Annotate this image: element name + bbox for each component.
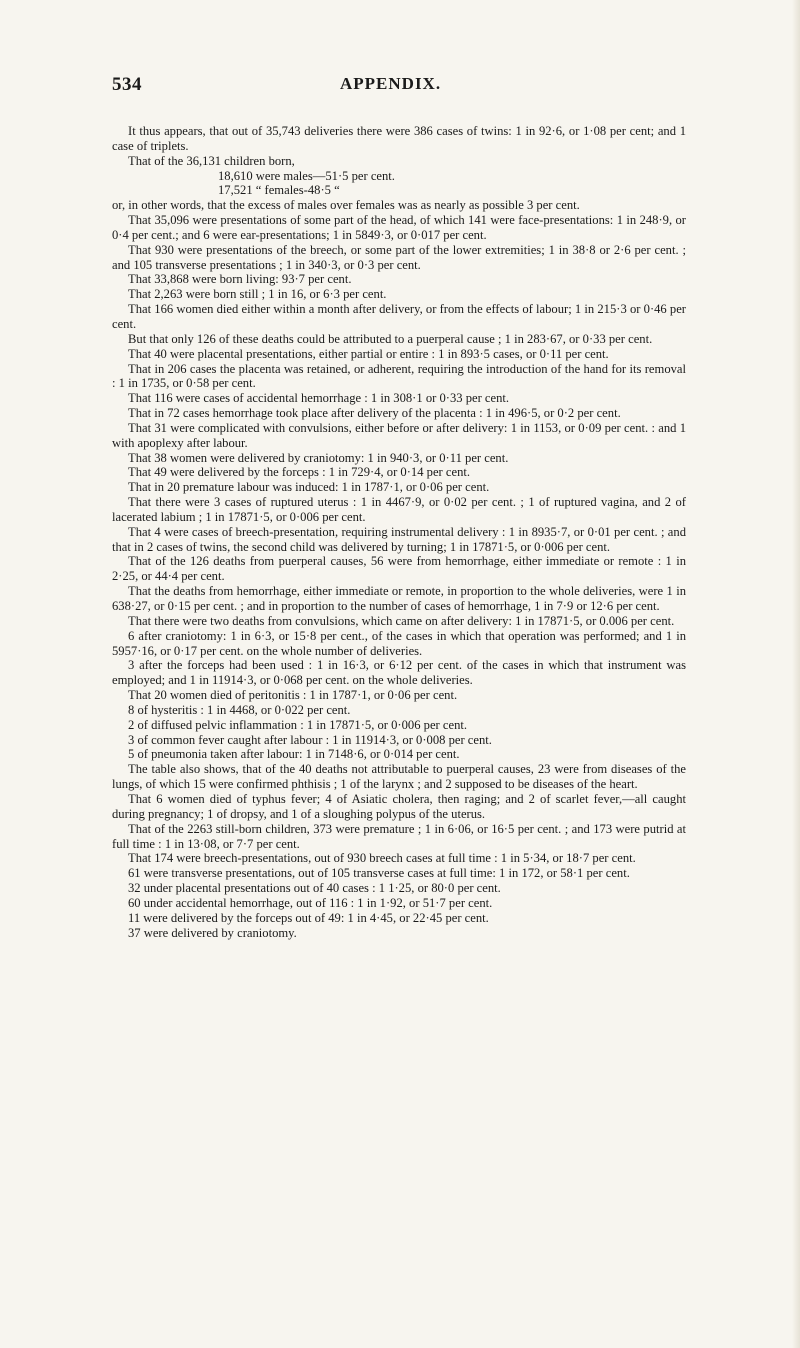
paragraph: That 930 were presentations of the breech, or some part of the lower extremities; 1 in 38·8 or 2·6 per cent. ; and 105 transverse presentations ; 1 in 340·3, or 0·3 per cent.	[112, 242, 686, 272]
page-number: 534	[112, 74, 142, 95]
paragraph: 5 of pneumonia taken after labour: 1 in 7148·6, or 0·014 per cent.	[128, 747, 460, 762]
sex-breakdown	[112, 169, 686, 199]
paragraph: That 6 women died of typhus fever; 4 of Asiatic cholera, then raging; and 2 of scarlet fever,—all caught during pregnancy; 1 of dropsy, and 1 of a sloughing polypus of the uterus.	[112, 791, 686, 821]
paragraph: But that only 126 of these deaths could be attributed to a puerperal cause ; 1 in 283·67, or 0·33 per cent.	[128, 331, 653, 346]
paragraph: That 40 were placental presentations, either partial or entire : 1 in 893·5 cases, or 0·11 per cent.	[128, 346, 609, 361]
running-title: APPENDIX.	[340, 74, 442, 93]
paragraph: That in 20 premature labour was induced: 1 in 1787·1, or 0·06 per cent.	[128, 480, 490, 495]
paragraph: That 2,263 were born still ; 1 in 16, or 6·3 per cent.	[128, 287, 387, 302]
paragraph: or, in other words, that the excess of males over females was as nearly as possible 3 per cent.	[112, 198, 580, 213]
paragraph: 61 were transverse presentations, out of 105 transverse cases at full time: 1 in 172, or 58·1 per cent.	[128, 866, 630, 881]
paragraph: That 33,868 were born living: 93·7 per cent.	[128, 272, 352, 287]
paragraph: 3 after the forceps had been used : 1 in 16·3, or 6·12 per cent. of the cases in which that instrument was employed; and 1 in 11914·3, or 0·068 per cent. on the whole deliveries.	[112, 658, 686, 688]
paragraph: That in 72 cases hemorrhage took place after delivery of the placenta : 1 in 496·5, or 0·2 per cent.	[128, 406, 621, 421]
paragraph: That 116 were cases of accidental hemorrhage : 1 in 308·1 or 0·33 per cent.	[128, 391, 510, 406]
paragraph: 37 were delivered by craniotomy.	[128, 925, 297, 940]
paragraph: 2 of diffused pelvic inflammation : 1 in 17871·5, or 0·006 per cent.	[128, 717, 468, 732]
paragraph: 3 of common fever caught after labour : 1 in 11914·3, or 0·008 per cent.	[128, 732, 492, 747]
paragraph: That of the 36,131 children born,	[128, 153, 295, 168]
paragraph: 6 after craniotomy: 1 in 6·3, or 15·8 per cent., of the cases in which that operation was performed; and 1 in 5957·16, or 0·17 per cent. on the whole number of deliveries.	[112, 628, 686, 658]
paragraph: That 31 were complicated with convulsions, either before or after delivery: 1 in 1153, or 0·09 per cent. : and 1 with apoplexy after labour.	[112, 420, 686, 450]
males-line: 18,610 were males—51·5 per cent.	[218, 168, 395, 183]
paragraph: That there were two deaths from convulsions, which came on after delivery: 1 in 17871·5, or 0.006 per cent.	[128, 613, 675, 628]
paragraph: 32 under placental presentations out of 40 cases : 1 1·25, or 80·0 per cent.	[128, 881, 501, 896]
paragraph: That there were 3 cases of ruptured uterus : 1 in 4467·9, or 0·02 per cent. ; 1 of ruptured vagina, and 2 of lacerated labium ; 1 in 17871·5, or 0·006 per cent.	[112, 495, 686, 524]
paragraph: 11 were delivered by the forceps out of 49: 1 in 4·45, or 22·45 per cent.	[128, 910, 489, 925]
page-header	[112, 74, 672, 98]
females-line: 17,521 “ females-48·5 “	[218, 183, 340, 198]
paragraph: The table also shows, that of the 40 deaths not attributable to puerperal causes, 23 were from diseases of the lungs, of which 15 were confirmed phthisis ; 1 of the larynx ; and 2 supposed to be diseases of the heart.	[112, 762, 686, 792]
paragraph: That 49 were delivered by the forceps : 1 in 729·4, or 0·14 per cent.	[128, 465, 471, 480]
paragraph: That 174 were breech-presentations, out of 930 breech cases at full time : 1 in 5·34, or 18·7 per cent.	[128, 851, 636, 866]
paragraph: That 20 women died of peritonitis : 1 in 1787·1, or 0·06 per cent.	[128, 688, 458, 703]
paragraph: That in 206 cases the placenta was retained, or adherent, requiring the introduction of the hand for its removal : 1 in 1735, or 0·58 per cent.	[112, 361, 686, 391]
paragraph: That 4 were cases of breech-presentation, requiring instrumental delivery : 1 in 8935·7, or 0·01 per cent. ; and that in 2 cases of twins, the second child was delivered by turning; 1 in 17871·5, or 0·006 per cent.	[112, 524, 686, 554]
paragraph: That the deaths from hemorrhage, either immediate or remote, in proportion to the whole deliveries, were 1 in 638·27, or 0·15 per cent. ; and in proportion to the number of cases of hemorrhage, 1 in 7·9 or 12·6 per cent.	[112, 584, 686, 613]
paragraph: It thus appears, that out of 35,743 deliveries there were 386 cases of twins: 1 in 92·6, or 1·08 per cent; and 1 case of triplets.	[112, 124, 686, 153]
paragraph: That of the 126 deaths from puerperal causes, 56 were from hemorrhage, either immediate or remote : 1 in 2·25, or 44·4 per cent.	[112, 554, 686, 584]
paragraph: That 35,096 were presentations of some part of the head, of which 141 were face-presentations: 1 in 248·9, or 0·4 per cent.; and 6 were ear-presentations; 1 in 5849·3, or 0·017 per cent.	[112, 213, 686, 242]
paragraph: That 38 women were delivered by craniotomy: 1 in 940·3, or 0·11 per cent.	[128, 450, 509, 465]
paragraph: 8 of hysteritis : 1 in 4468, or 0·022 per cent.	[128, 702, 351, 717]
paragraph: That 166 women died either within a month after delivery, or from the effects of labour; 1 in 215·3 or 0·46 per cent.	[112, 302, 686, 331]
body-text	[112, 124, 686, 940]
paragraph: That of the 2263 still-born children, 373 were premature ; 1 in 6·06, or 16·5 per cent. ; and 173 were putrid at full time : 1 in 13·08, or 7·7 per cent.	[112, 821, 686, 851]
paragraph: 60 under accidental hemorrhage, out of 116 : 1 in 1·92, or 51·7 per cent.	[128, 895, 493, 910]
page-edge-shadow	[792, 0, 800, 1348]
